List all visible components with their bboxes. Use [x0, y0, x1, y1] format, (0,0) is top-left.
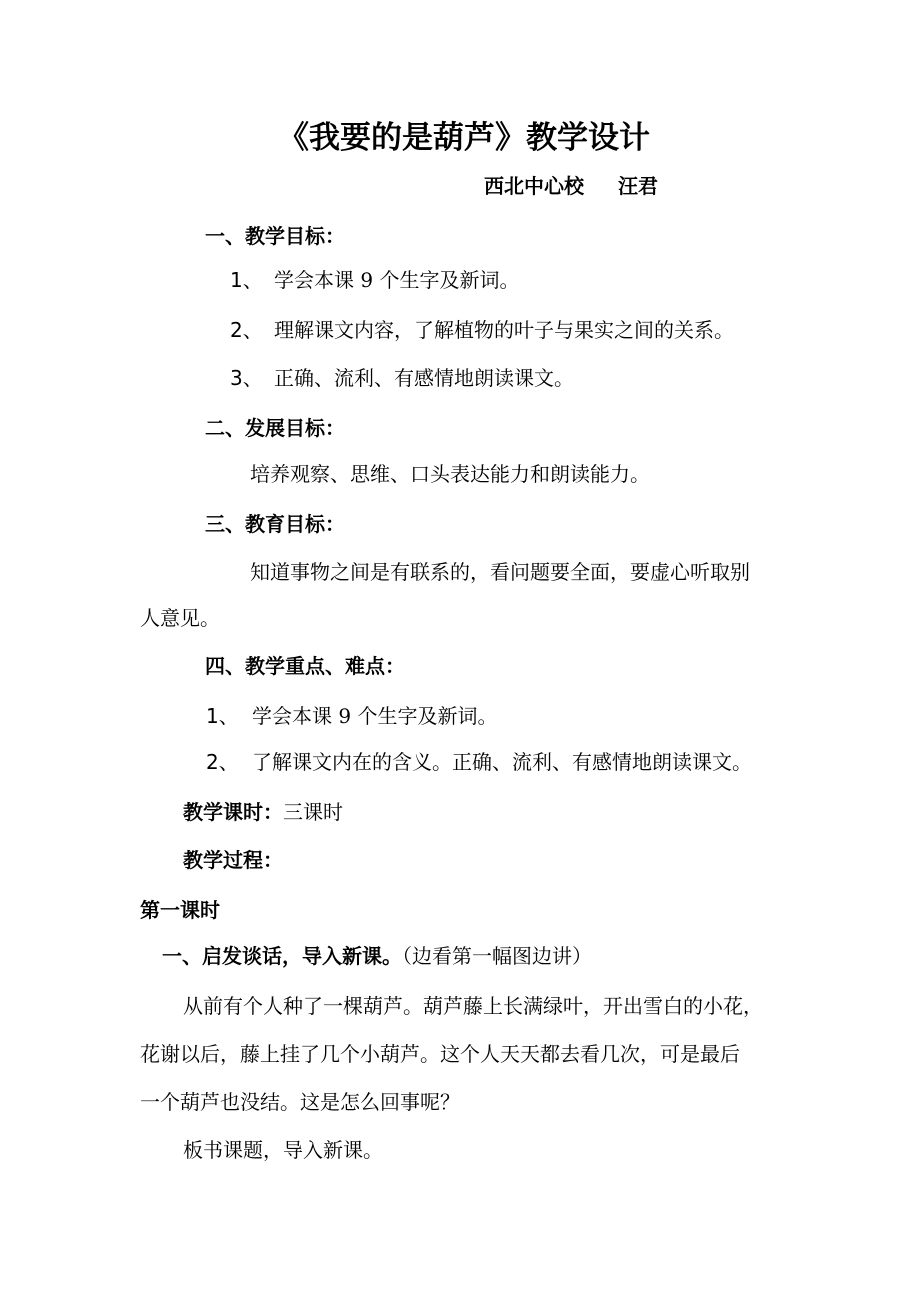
education-text-line: 人意见。	[140, 606, 220, 630]
step-heading: 一、启发谈话，导入新课。	[162, 944, 402, 968]
section-heading-key-points: 四、教学重点、难点：	[205, 654, 405, 678]
step-note: （边看第一幅图边讲）	[402, 944, 592, 968]
goal-text: 学会本课 9 个生字及新词。	[274, 268, 520, 292]
goal-item	[230, 316, 734, 344]
class-hours-label: 教学课时：	[183, 800, 283, 824]
goal-text: 理解课文内容，了解植物的叶子与果实之间的关系。	[274, 318, 734, 342]
goal-item	[230, 364, 574, 392]
story-paragraph-line: 从前有个人种了一棵葫芦。葫芦藤上长满绿叶，开出雪白的小花，	[183, 994, 763, 1018]
list-number: 2、	[230, 318, 263, 342]
key-point-text: 了解课文内在的含义。正确、流利、有感情地朗读课文。	[252, 750, 752, 774]
section-heading-goals: 一、教学目标：	[205, 224, 345, 248]
development-text: 培养观察、思维、口头表达能力和朗读能力。	[250, 462, 650, 486]
key-point-item	[206, 748, 752, 776]
step-line	[162, 942, 592, 970]
goal-text: 正确、流利、有感情地朗读课文。	[274, 366, 574, 390]
class-hours-value: 三课时	[283, 800, 343, 824]
list-number: 3、	[230, 366, 263, 390]
key-point-text: 学会本课 9 个生字及新词。	[252, 704, 498, 728]
author-school: 西北中心校	[484, 174, 584, 198]
document-title: 《我要的是葫芦》教学设计	[278, 120, 650, 156]
list-number: 2、	[206, 750, 239, 774]
list-number: 1、	[230, 268, 263, 292]
list-number: 1、	[206, 704, 239, 728]
lesson-heading: 第一课时	[140, 898, 220, 922]
section-heading-development: 二、发展目标：	[205, 416, 345, 440]
goal-item	[230, 266, 519, 294]
class-hours	[183, 798, 343, 826]
section-heading-education: 三、教育目标：	[205, 512, 345, 536]
story-paragraph-line: 花谢以后，藤上挂了几个小葫芦。这个人天天都去看几次，可是最后	[140, 1042, 740, 1066]
teaching-process-label: 教学过程：	[183, 848, 283, 872]
author-name: 汪君	[618, 174, 658, 198]
story-paragraph-line: 一个葫芦也没结。这是怎么回事呢？	[140, 1090, 460, 1114]
key-point-item	[206, 702, 497, 730]
education-text-line: 知道事物之间是有联系的，看问题要全面，要虚心听取别	[250, 560, 750, 584]
author-line	[484, 172, 658, 200]
closing-text: 板书课题，导入新课。	[183, 1138, 383, 1162]
